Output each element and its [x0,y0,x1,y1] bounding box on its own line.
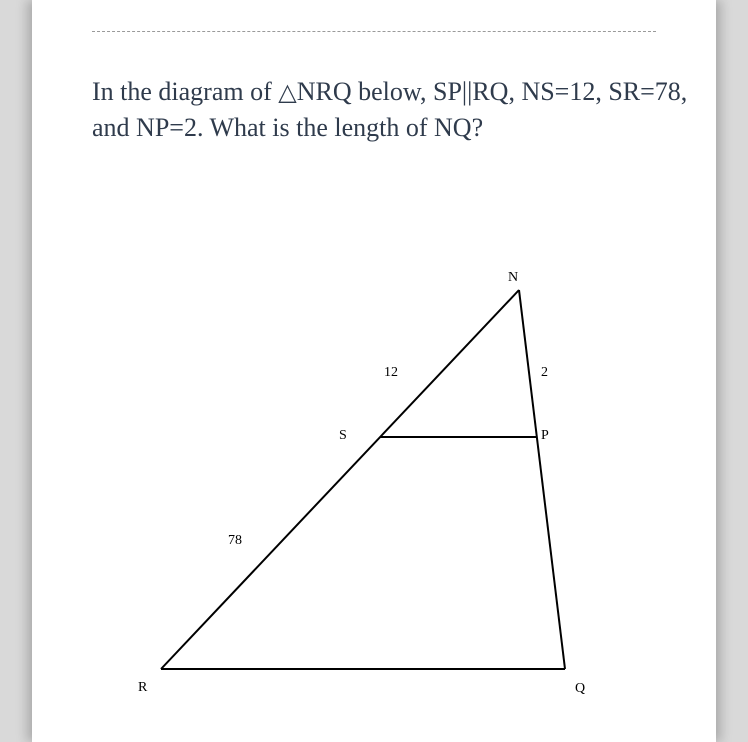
question-part-2: NRQ below, SP [296,77,462,106]
vertex-label-R: R [138,680,148,695]
vertex-label-Q: Q [575,681,586,696]
question-part-3: RQ, NS=12, SR=78, and NP=2. What is the length of NQ? [92,77,688,142]
length-label-SR: 78 [228,533,242,548]
vertex-label-P: P [541,428,549,443]
side-NR [161,290,519,669]
vertex-label-S: S [339,428,347,443]
parallel-symbol: || [461,77,473,106]
side-NQ [519,290,565,669]
length-label-NS: 12 [384,365,398,380]
triangle-symbol: △ [278,78,297,106]
length-label-NP: 2 [541,365,548,380]
question-part-1: In the diagram of [92,77,279,106]
vertex-label-N: N [508,270,519,285]
